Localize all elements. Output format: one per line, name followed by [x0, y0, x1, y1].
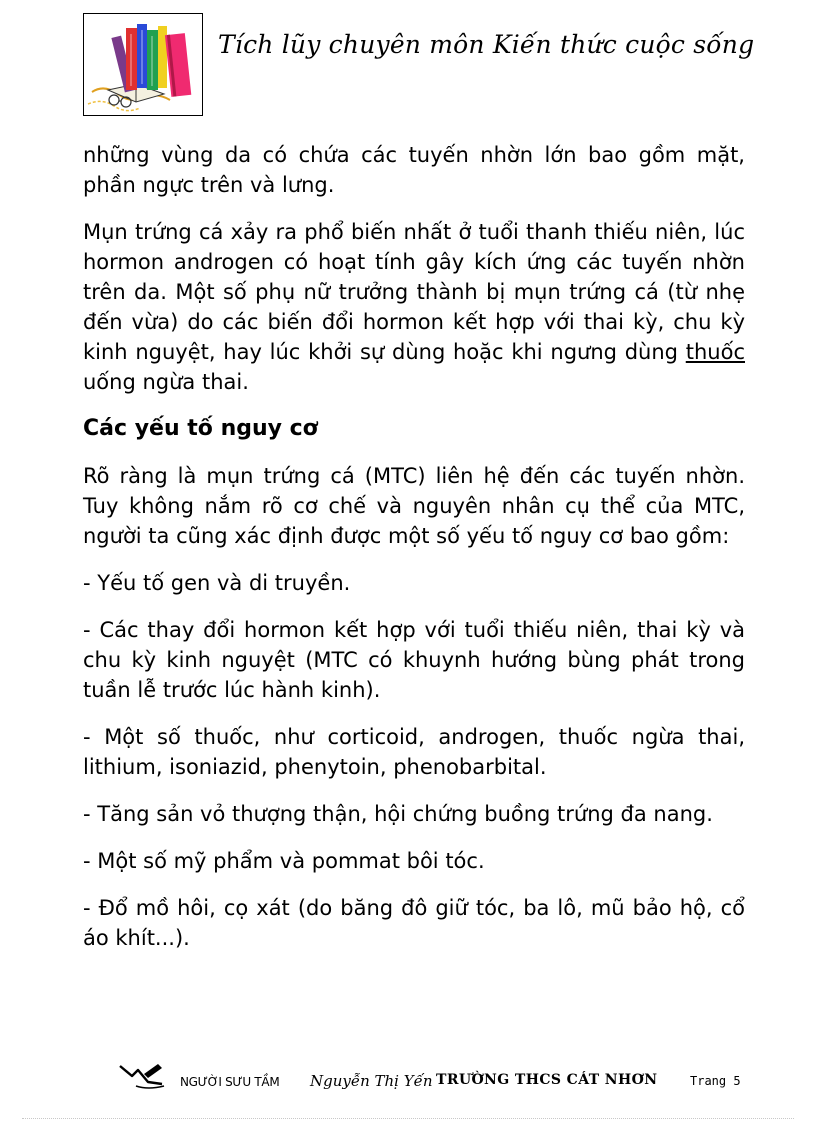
document-body: [83, 140, 745, 953]
list-item-cosmetics: - Một số mỹ phẩm và pommat bôi tóc.: [83, 849, 485, 873]
bottom-divider: [22, 1118, 794, 1119]
paragraph-1: những vùng da có chứa các tuyến nhờn lớn bao gồm mặt, phần ngực trên và lưng.: [83, 143, 745, 197]
list-item-adrenal: - Tăng sản vỏ thượng thận, hội chứng buồng trứng đa nang.: [83, 802, 713, 826]
paragraph-2-tail: uống ngừa thai.: [83, 370, 249, 394]
header-logo: [83, 13, 203, 116]
thuoc-link[interactable]: thuốc: [685, 340, 745, 364]
page-footer: [118, 1058, 758, 1098]
list-item-sweat: - Đổ mồ hôi, cọ xát (do băng đô giữ tóc, ba lô, mũ bảo hộ, cổ áo khít...).: [83, 896, 745, 950]
pen-signature-icon: [118, 1060, 170, 1090]
paragraph-2: [83, 217, 745, 397]
list-item-genetics: - Yếu tố gen và di truyền.: [83, 571, 351, 595]
books-icon: [84, 14, 202, 115]
collector-label: NGƯỜI SƯU TẦM: [180, 1075, 280, 1089]
header-title: Tích lũy chuyên môn Kiến thức cuộc sống: [218, 30, 755, 59]
paragraph-3: Rõ ràng là mụn trứng cá (MTC) liên hệ đến các tuyến nhờn. Tuy không nắm rõ cơ chế và nguyên nhân cụ thể của MTC, người ta cũng xác định được một số yếu tố nguy cơ bao gồm:: [83, 464, 745, 548]
school-name: TRƯỜNG THCS CÁT NHƠN: [436, 1072, 658, 1088]
page-number: Trang 5: [690, 1074, 741, 1088]
list-item-drugs: - Một số thuốc, như corticoid, androgen, thuốc ngừa thai, lithium, isoniazid, phenytoin, phenobarbital.: [83, 725, 745, 779]
list-item-hormones: - Các thay đổi hormon kết hợp với tuổi thiếu niên, thai kỳ và chu kỳ kinh nguyệt (MTC có khuynh hướng bùng phát trong tuần lễ trước lúc hành kinh).: [83, 618, 745, 702]
section-heading: Các yếu tố nguy cơ: [83, 416, 318, 441]
paragraph-2-text: Mụn trứng cá xảy ra phổ biến nhất ở tuổi thanh thiếu niên, lúc hormon androgen có hoạt tính gây kích ứng các tuyến nhờn trên da. Một số phụ nữ trưởng thành bị mụn trứng cá (từ nhẹ đến vừa) do các biến đổi hormon kết hợp với thai kỳ, chu kỳ kinh nguyệt, hay lúc khởi sự dùng hoặc khi ngưng dùng: [83, 220, 745, 364]
author-name: Nguyễn Thị Yến: [310, 1072, 433, 1090]
